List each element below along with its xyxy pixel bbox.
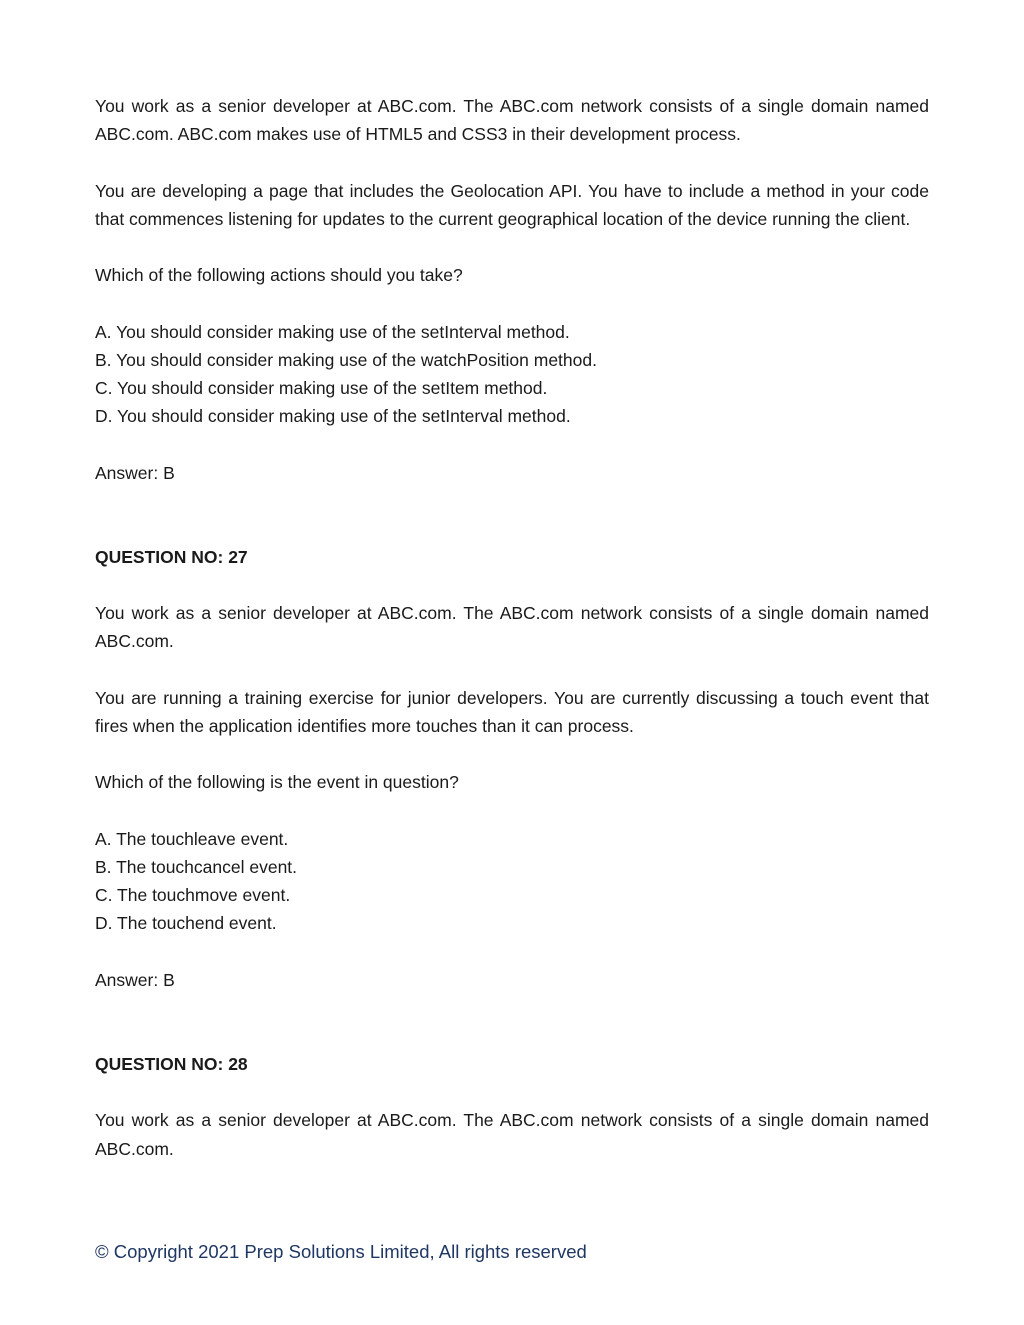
answer-option-b: B. You should consider making use of the watchPosition method. [95, 349, 597, 370]
question-scenario-paragraph: You work as a senior developer at ABC.com. The ABC.com network consists of a single domain named ABC.com. [95, 1110, 929, 1159]
document-page [95, 92, 929, 1191]
question-26-block [95, 92, 929, 487]
answer-option-d: D. You should consider making use of the setInterval method. [95, 406, 571, 427]
question-27-block [95, 543, 929, 994]
question-scenario-paragraph: You work as a senior developer at ABC.com. The ABC.com network consists of a single domain named ABC.com. [95, 603, 929, 652]
answer-line: Answer: B [95, 969, 175, 990]
answer-line: Answer: B [95, 462, 175, 483]
question-prompt: Which of the following actions should you take? [95, 265, 463, 286]
question-scenario-paragraph: You are developing a page that includes the Geolocation API. You have to include a method in your code that commences listening for updates to the current geographical location of the device running the client. [95, 180, 929, 229]
answer-option-a: A. The touchleave event. [95, 828, 289, 849]
question-heading: QUESTION NO: 27 [95, 546, 248, 567]
answer-option-a: A. You should consider making use of the setInterval method. [95, 321, 570, 342]
question-28-block [95, 1050, 929, 1163]
answer-options-list [95, 318, 929, 431]
answer-option-d: D. The touchend event. [95, 913, 277, 934]
answer-option-c: C. The touchmove event. [95, 885, 291, 906]
answer-option-b: B. The touchcancel event. [95, 856, 298, 877]
copyright-footer: © Copyright 2021 Prep Solutions Limited, All rights reserved [95, 1241, 587, 1262]
question-scenario-paragraph: You work as a senior developer at ABC.com. The ABC.com network consists of a single domain named ABC.com. ABC.com makes use of HTML5 and CSS3 in their development process. [95, 96, 929, 145]
question-scenario-paragraph: You are running a training exercise for junior developers. You are currently discussing a touch event that fires when the application identifies more touches than it can process. [95, 687, 929, 736]
question-prompt: Which of the following is the event in question? [95, 772, 459, 793]
question-heading: QUESTION NO: 28 [95, 1053, 248, 1074]
answer-option-c: C. You should consider making use of the setItem method. [95, 377, 548, 398]
answer-options-list [95, 825, 929, 938]
